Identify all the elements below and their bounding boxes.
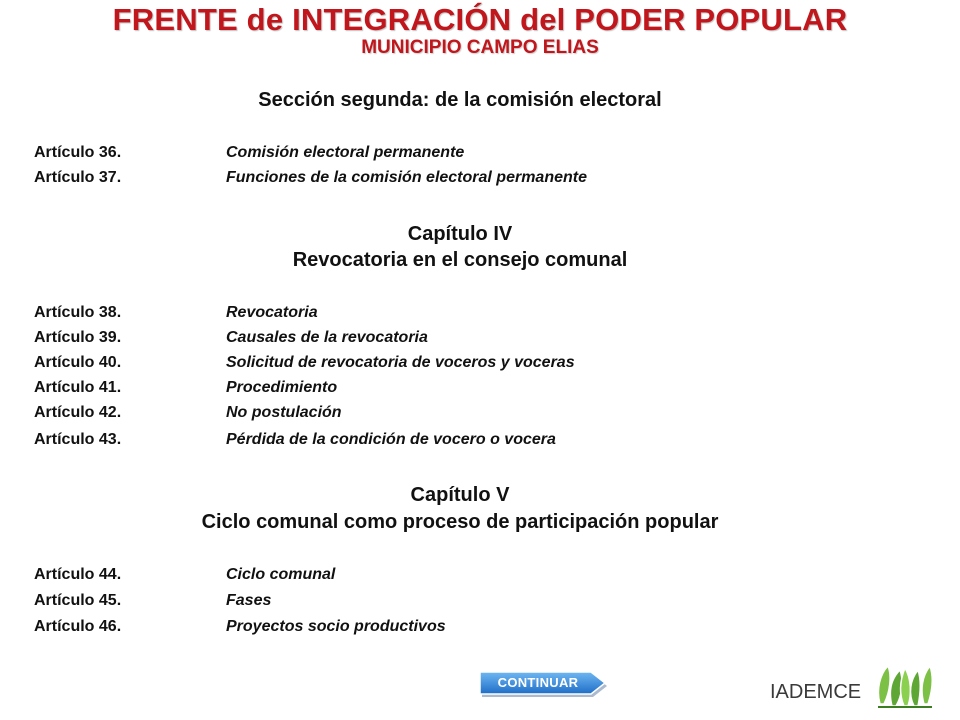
continue-button[interactable] xyxy=(479,670,609,698)
article-number: Artículo 41. xyxy=(34,379,122,396)
chapter-title: Capítulo IV xyxy=(407,223,513,245)
chapter-title: Capítulo V xyxy=(410,484,510,506)
brand-name: IADEMCE xyxy=(770,681,862,703)
article-name: Ciclo comunal xyxy=(226,566,336,583)
continue-button-label: CONTINUAR xyxy=(497,675,579,690)
article-number: Artículo 45. xyxy=(34,592,122,609)
article-number: Artículo 42. xyxy=(34,404,122,421)
article-name: Procedimiento xyxy=(226,379,338,396)
article-name: Causales de la revocatoria xyxy=(226,329,428,346)
article-number: Artículo 39. xyxy=(34,329,122,346)
article-number: Artículo 37. xyxy=(34,169,122,186)
article-name: Comisión electoral permanente xyxy=(226,144,465,161)
article-name: Solicitud de revocatoria de voceros y voceras xyxy=(226,354,575,371)
article-number: Artículo 46. xyxy=(34,618,122,635)
green-leaf-logo-icon xyxy=(874,660,936,715)
article-name: No postulación xyxy=(226,404,342,421)
article-name: Fases xyxy=(226,592,272,609)
page-title: FRENTE de INTEGRACIÓN del PODER POPULAR xyxy=(112,2,848,37)
article-number: Artículo 44. xyxy=(34,566,122,583)
article-name: Pérdida de la condición de vocero o vocera xyxy=(226,431,556,448)
article-name: Proyectos socio productivos xyxy=(226,618,446,635)
article-name: Funciones de la comisión electoral permanente xyxy=(226,169,587,186)
chapter-subtitle: Ciclo comunal como proceso de participación popular xyxy=(201,511,719,533)
article-number: Artículo 38. xyxy=(34,304,122,321)
article-number: Artículo 40. xyxy=(34,354,122,371)
section-heading: Sección segunda: de la comisión electoral xyxy=(258,89,662,111)
chapter-subtitle: Revocatoria en el consejo comunal xyxy=(292,249,628,271)
article-number: Artículo 36. xyxy=(34,144,122,161)
article-number: Artículo 43. xyxy=(34,431,122,448)
page-subtitle: MUNICIPIO CAMPO ELIAS xyxy=(361,37,599,58)
article-name: Revocatoria xyxy=(226,304,318,321)
